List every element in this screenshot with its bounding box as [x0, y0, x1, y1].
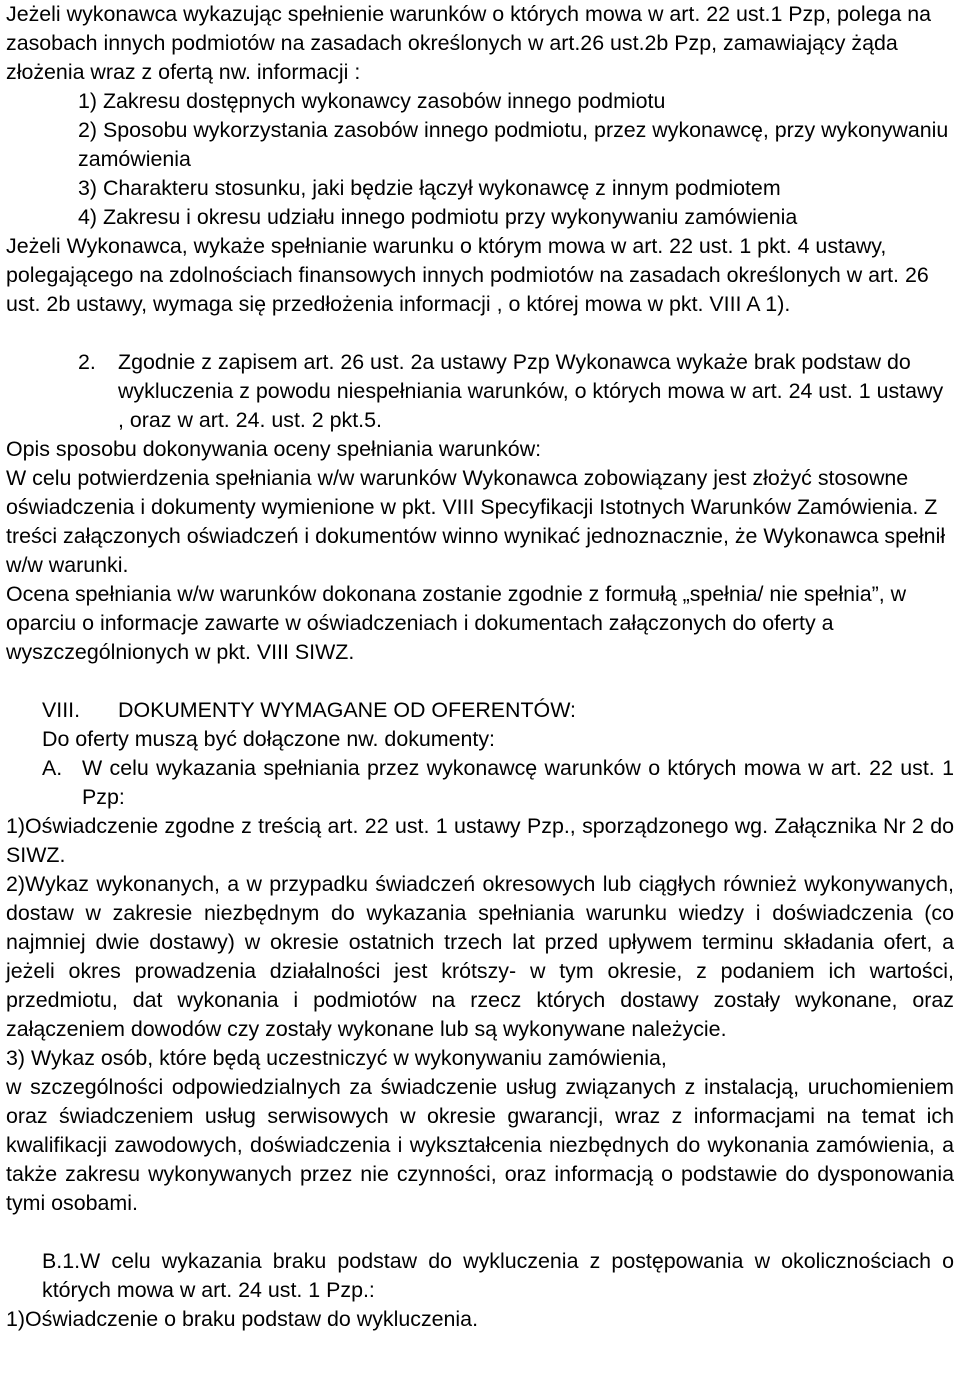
- financial-capacity-paragraph: Jeżeli Wykonawca, wykaże spełnianie warunku o którym mowa w art. 22 ust. 1 pkt. 4 ustawy, polegającego na zdolnościach finansowych innych podmiotów na zasadach określonych w art. 26 ust. 2b ustawy, wymaga się przedłożenia informacji , o której mowa w pkt. VIII A 1).: [6, 234, 929, 316]
- point-2-text: Zgodnie z zapisem art. 26 ust. 2a ustawy Pzp Wykonawca wykaże brak podstaw do wykluczenia z powodu niespełniania warunków, o których mowa w art. 24 ust. 1 ustawy , oraz w art. 24. ust. 2 pkt.5.: [118, 350, 944, 432]
- intro-paragraph: Jeżeli wykonawca wykazując spełnienie warunków o których mowa w art. 22 ust.1 Pzp, polega na zasobach innych podmiotów na zasadach określonych w art.26 ust.2b Pzp, zamawiający żąda złożenia wraz z ofertą nw. informacji :: [6, 2, 932, 84]
- point-2-number: 2.: [78, 350, 96, 374]
- spacer: [6, 1218, 954, 1247]
- section-8-a: [6, 754, 954, 812]
- section-8-subtitle: Do oferty muszą być dołączone nw. dokumenty:: [42, 727, 495, 751]
- document-2: 2)Wykaz wykonanych, a w przypadku świadczeń okresowych lub ciągłych również wykonywanych, dostaw w zakresie niezbędnym do wykazania spełniania warunku wiedzy i doświadczenia (co najmniej dwie dostawy) w okresie ostatnich trzech lat przed upływem terminu składania ofert, a jeżeli okres prowadzenia działalności jest krótszy- w tym okresie, z podaniem ich wartości, przedmiotu, dat wykonania i podmiotów na rzecz których dostawy zostały wykonane, oraz załączeniem dowodów czy zostały wykonane lub są wykonywane należycie.: [6, 872, 954, 1041]
- document-3-lead: 3) Wykaz osób, które będą uczestniczyć w wykonywaniu zamówienia,: [6, 1046, 667, 1070]
- section-8-a-text: W celu wykazania spełniania przez wykonawcę warunków o których mowa w art. 22 ust. 1 Pzp:: [82, 756, 954, 809]
- intro-list-item-4: 4) Zakresu i okresu udziału innego podmiotu przy wykonywaniu zamówienia: [78, 205, 798, 229]
- section-b1-document-1: 1)Oświadczenie o braku podstaw do wykluczenia.: [6, 1307, 479, 1331]
- document-1: 1)Oświadczenie zgodne z treścią art. 22 ust. 1 ustawy Pzp., sporządzonego wg. Załącznika Nr 2 do SIWZ.: [6, 814, 954, 867]
- intro-list-item-1: 1) Zakresu dostępnych wykonawcy zasobów innego podmiotu: [78, 89, 666, 113]
- spacer: [6, 319, 954, 348]
- section-8-heading: [6, 696, 954, 725]
- assessment-paragraph-2: Ocena spełniania w/w warunków dokonana zostanie zgodnie z formułą „spełnia/ nie spełnia”, w oparciu o informacje zawarte w oświadczeniach i dokumentach załączonych do oferty a wyszczególnionych w pkt. VIII SIWZ.: [6, 582, 907, 664]
- intro-list-item-3: 3) Charakteru stosunku, jaki będzie łączył wykonawcę z innym podmiotem: [78, 176, 781, 200]
- assessment-paragraph-1: W celu potwierdzenia spełniania w/w warunków Wykonawca zobowiązany jest złożyć stosowne oświadczenia i dokumenty wymienione w pkt. VIII Specyfikacji Istotnych Warunków Zamówienia. Z treści załączonych oświadczeń i dokumentów winno wynikać jednoznacznie, że Wykonawca spełnił w/w warunki.: [6, 466, 946, 577]
- document-page: [6, 0, 954, 1334]
- section-b1-text: B.1.W celu wykazania braku podstaw do wykluczenia z postępowania w okolicznościach o których mowa w art. 24 ust. 1 Pzp.:: [42, 1249, 954, 1302]
- section-8-title: DOKUMENTY WYMAGANE OD OFERENTÓW:: [118, 698, 576, 722]
- intro-list: [6, 87, 954, 232]
- point-2: [6, 348, 954, 435]
- intro-list-item-2: 2) Sposobu wykorzystania zasobów innego podmiotu, przez wykonawcę, przy wykonywaniu zamówienia: [78, 118, 949, 171]
- spacer: [6, 667, 954, 696]
- document-3-details: w szczególności odpowiedzialnych za świadczenie usług związanych z instalacją, uruchomieniem oraz świadczeniem usług serwisowych w okresie gwarancji, wraz z informacjami na temat ich kwalifikacji zawodowych, doświadczenia i wykształcenia niezbędnych do wykonania zamówienia, a także zakresu wykonywanych przez nie czynności, oraz informacją o podstawie do dysponowania tymi osobami.: [6, 1075, 954, 1215]
- section-8-number: VIII.: [42, 698, 81, 722]
- section-8-a-letter: A.: [42, 756, 63, 780]
- assessment-heading: Opis sposobu dokonywania oceny spełniania warunków:: [6, 437, 542, 461]
